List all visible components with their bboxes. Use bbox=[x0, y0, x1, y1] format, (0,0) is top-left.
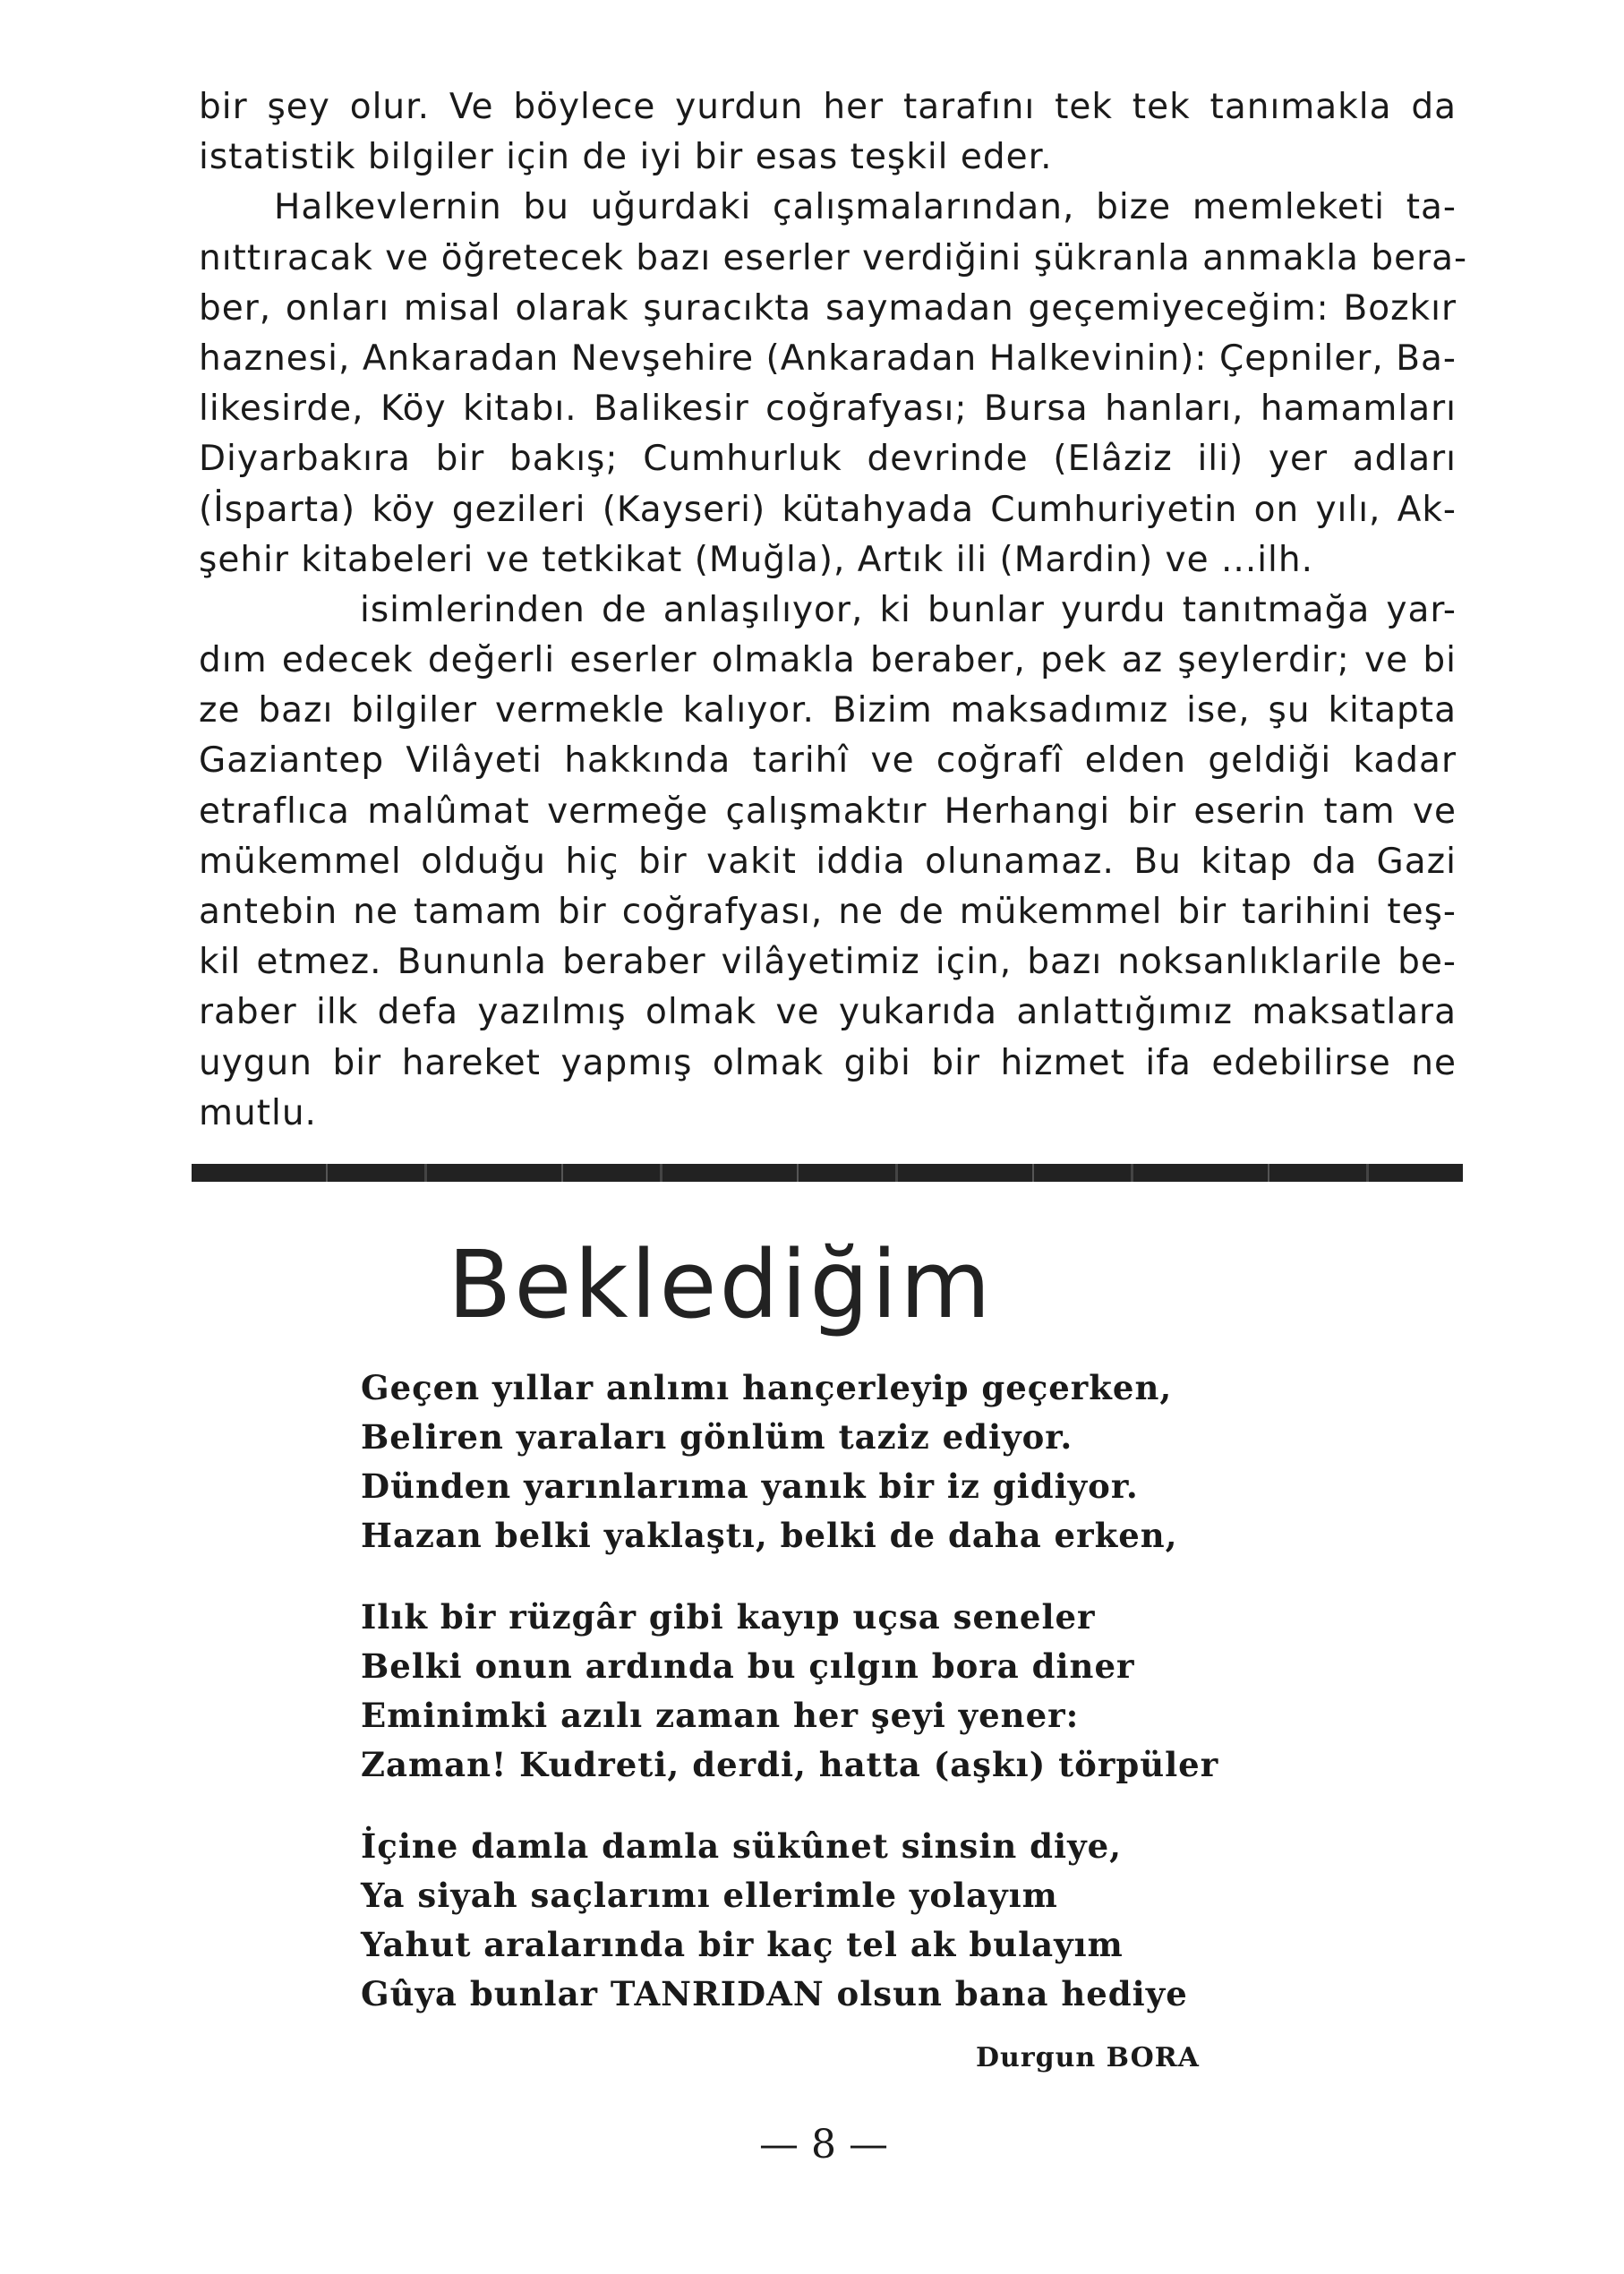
poem-verse: Belki onun ardında bu çılgın bora diner bbox=[361, 1646, 1135, 1686]
prose-line: Diyarbakıra bir bakış; Cumhurluk devrinde (Elâziz ili) yer adları bbox=[199, 439, 1457, 480]
poem-verse: İçine damla damla sükûnet sinsin diye, bbox=[361, 1826, 1123, 1866]
prose-line: istatistik bilgiler için de iyi bir esas teşkil eder. bbox=[199, 137, 1053, 178]
poem-verse: Yahut aralarında bir kaç tel ak bulayım bbox=[361, 1925, 1124, 1964]
prose-line: likesirde, Köy kitabı. Balikesir coğrafyası; Bursa hanları, hamamları bbox=[199, 389, 1457, 430]
poem-title: Beklediğim bbox=[448, 1230, 994, 1339]
prose-line: Halkevlernin bu uğurdaki çalışmalarından, bize memleketi ta- bbox=[274, 187, 1457, 228]
poem-stanza bbox=[361, 1364, 1218, 1560]
prose-line: isimlerinden de anlaşılıyor, ki bunlar yurdu tanıtmağa yar- bbox=[360, 589, 1457, 630]
poem-verse: Ilık bir rüzgâr gibi kayıp uçsa seneler bbox=[361, 1597, 1096, 1637]
prose-line: Gaziantep Vilâyeti hakkında tarihî ve coğrafî elden geldiği kadar bbox=[199, 740, 1457, 782]
prose-line: raber ilk defa yazılmış olmak ve yukarıda anlattığımız maksatlara bbox=[199, 992, 1457, 1033]
section-divider bbox=[192, 1164, 1463, 1182]
prose-line: şehir kitabeleri ve tetkikat (Muğla), Artık ili (Mardin) ve ...ilh. bbox=[199, 539, 1313, 580]
prose-line: (İsparta) köy gezileri (Kayseri) kütahyada Cumhuriyetin on yılı, Ak- bbox=[199, 489, 1457, 530]
prose-line: etraflıca malûmat vermeğe çalışmaktır Herhangi bir eserin tam ve bbox=[199, 791, 1457, 832]
prose-line: nıttıracak ve öğretecek bazı eserler verdiğini şükranla anmakla bera- bbox=[199, 237, 1468, 278]
prose-line: ber, onları misal olarak şuracıkta saymadan geçemiyeceğim: Bozkır bbox=[199, 287, 1457, 329]
prose-line: mutlu. bbox=[199, 1092, 317, 1133]
poem-verse: Zaman! Kudreti, derdi, hatta (aşkı) törpüler bbox=[361, 1745, 1219, 1784]
poem-verse: Hazan belki yaklaştı, belki de daha erken, bbox=[361, 1516, 1178, 1555]
poem-verse: Geçen yıllar anlımı hançerleyip geçerken, bbox=[361, 1368, 1173, 1407]
poem-verse: Eminimki azılı zaman her şeyi yener: bbox=[361, 1696, 1080, 1735]
prose-block bbox=[199, 82, 1468, 1139]
poem-verse: Ya siyah saçlarımı ellerimle yolayım bbox=[361, 1876, 1058, 1915]
poem-stanza bbox=[361, 1822, 1218, 2019]
prose-line: uygun bir hareket yapmış olmak gibi bir hizmet ifa edebilirse ne bbox=[199, 1042, 1457, 1083]
prose-line: haznesi, Ankaradan Nevşehire (Ankaradan Halkevinin): Çepniler, Ba- bbox=[199, 338, 1457, 379]
prose-line: kil etmez. Bununla beraber vilâyetimiz için, bazı noksanlıklarile be- bbox=[199, 942, 1457, 983]
prose-line: bir şey olur. Ve böylece yurdun her tarafını tek tek tanımakla da bbox=[199, 87, 1457, 127]
prose-line: mükemmel olduğu hiç bir vakit iddia olunamaz. Bu kitap da Gazi bbox=[199, 841, 1457, 882]
poem-body bbox=[361, 1364, 1218, 2051]
poem-stanza bbox=[361, 1593, 1218, 1790]
prose-line: antebin ne tamam bir coğrafyası, ne de mükemmel bir tarihini teş- bbox=[199, 892, 1457, 932]
poem-verse: Dünden yarınlarıma yanık bir iz gidiyor. bbox=[361, 1466, 1139, 1506]
poem-verse: Gûya bunlar TANRIDAN olsun bana hediye bbox=[361, 1974, 1188, 2013]
poem-author: Durgun BORA bbox=[976, 2042, 1200, 2073]
poem-verse: Beliren yaraları gönlüm taziz ediyor. bbox=[361, 1417, 1073, 1457]
prose-line: ze bazı bilgiler vermekle kalıyor. Bizim maksadımız ise, şu kitapta bbox=[199, 690, 1457, 731]
page-number: — 8 — bbox=[759, 2122, 888, 2167]
prose-line: dım edecek değerli eserler olmakla beraber, pek az şeylerdir; ve bi bbox=[199, 640, 1457, 681]
